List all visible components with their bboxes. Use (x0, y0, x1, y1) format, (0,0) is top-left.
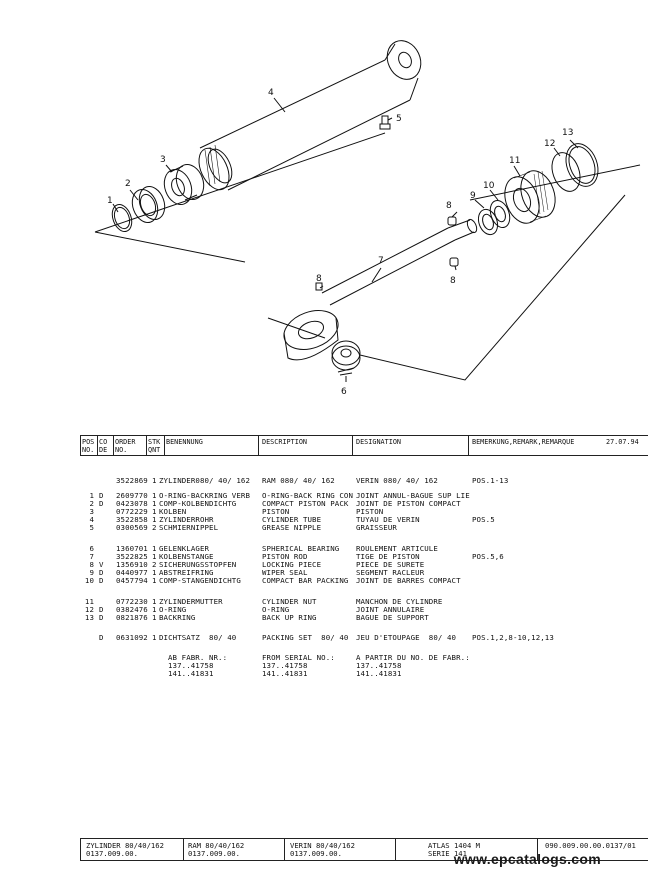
cell-de: DICHTSATZ 80/ 40 (159, 633, 237, 642)
cell-pos: 6 (89, 544, 94, 553)
cell-fr: JOINT ANNULAIRE (356, 605, 425, 614)
callout-4: 4 (268, 88, 274, 98)
cell-en: CYLINDER NUT (262, 597, 317, 606)
cell-de: ABSTREIFRING (159, 568, 214, 577)
header-description: DESCRIPTION (262, 438, 308, 446)
header-benennung: BENENNUNG (166, 438, 203, 446)
cell-order: 0457794 (116, 576, 148, 585)
cell-co: V (99, 560, 104, 569)
cell-remark: POS.5,6 (472, 552, 504, 561)
cell-pos: 7 (89, 552, 94, 561)
cell-pos: 10 (84, 576, 94, 585)
cell-order: 3522825 (116, 552, 148, 561)
serial-en-line2: 141..41831 (262, 669, 308, 678)
cell-pos: 8 (89, 560, 94, 569)
callout-5: 5 (396, 114, 402, 124)
cell-qty: 1 (152, 544, 157, 553)
cell-co: D (99, 499, 104, 508)
cell-qty: 1 (152, 491, 157, 500)
cell-order: 0772230 (116, 597, 148, 606)
callout-6: 6 (341, 387, 347, 397)
cell-en: CYLINDER TUBE (262, 515, 322, 524)
cell-fr: SEGMENT RACLEUR (356, 568, 425, 577)
cell-en: O-RING (262, 605, 290, 614)
cell-remark: POS.1-13 (472, 476, 509, 485)
cell-fr: BAGUE DE SUPPORT (356, 613, 429, 622)
cell-de: COMP-KOLBENDICHTG (159, 499, 237, 508)
callout-13: 13 (562, 128, 574, 138)
callout-11: 11 (509, 156, 521, 166)
cell-en: RAM 080/ 40/ 162 (262, 476, 335, 485)
cell-order: 0300569 (116, 523, 148, 532)
header-qnt: QNT (148, 446, 161, 454)
plane-line-left-bottom (95, 232, 245, 262)
cell-de: KOLBEN (159, 507, 187, 516)
serial-de-label: AB FABR. NR.: (168, 653, 228, 662)
callout-2: 2 (125, 179, 131, 189)
cell-fr: PISTON (356, 507, 384, 516)
footer-en-code: 0137.009.00. (188, 849, 240, 858)
serial-de-line1: 137..41758 (168, 661, 214, 670)
cell-co: D (99, 613, 104, 622)
plane-line-top-left (95, 133, 385, 232)
cell-en: COMPACT BAR PACKING (262, 576, 349, 585)
cell-en: PISTON ROD (262, 552, 308, 561)
serial-fr-line1: 137..41758 (356, 661, 402, 670)
callout-7: 7 (378, 256, 384, 266)
exploded-view-drawing (0, 0, 653, 420)
header-remark: BEMERKUNG,REMARK,REMARQUE (472, 438, 575, 446)
cell-en: PACKING SET 80/ 40 (262, 633, 349, 642)
callout-9: 9 (470, 191, 476, 201)
callout-10: 10 (483, 181, 495, 191)
cell-co: D (99, 605, 104, 614)
cell-fr: TIGE DE PISTON (356, 552, 420, 561)
callout-3: 3 (160, 155, 166, 165)
serial-en-label: FROM SERIAL NO.: (262, 653, 335, 662)
footer-fr-code: 0137.009.00. (290, 849, 342, 858)
cell-en: GREASE NIPPLE (262, 523, 322, 532)
cell-remark: POS.1,2,8-10,12,13 (472, 633, 554, 642)
header-date: 27.07.94 (606, 438, 639, 446)
cell-qty: 1 (152, 507, 157, 516)
callout-8a: 8 (446, 201, 452, 211)
cell-de: ZYLINDERROHR (159, 515, 214, 524)
callout-12: 12 (544, 139, 556, 149)
cell-pos: 5 (89, 523, 94, 532)
callout-1: 1 (107, 196, 113, 206)
callout-8b: 8 (450, 276, 456, 286)
wiper-seal-part-9 (475, 207, 501, 238)
o-ring-part-1 (109, 202, 135, 234)
cell-qty: 2 (152, 523, 157, 532)
cell-pos: 12 (84, 605, 94, 614)
cell-de: SCHMIERNIPPEL (159, 523, 219, 532)
footer-machine: ATLAS 1404 M (428, 841, 480, 850)
footer-fr-title: VERIN 80/40/162 (290, 841, 355, 850)
cell-fr: PIECE DE SURETE (356, 560, 425, 569)
cell-co: D (99, 568, 104, 577)
cell-pos: 11 (84, 597, 94, 606)
callout-8c: 8 (316, 274, 322, 284)
serial-fr-line2: 141..41831 (356, 669, 402, 678)
header-no: NO. (82, 446, 95, 454)
cell-fr: VERIN 080/ 40/ 162 (356, 476, 438, 485)
cell-pos: 4 (89, 515, 94, 524)
cell-fr: GRAISSEUR (356, 523, 397, 532)
header-stk: STK (148, 438, 161, 446)
cell-de: COMP-STANGENDICHTG (159, 576, 241, 585)
cell-pos: 9 (89, 568, 94, 577)
footer-en-title: RAM 80/40/162 (188, 841, 245, 850)
grease-nipple-part-5 (380, 116, 390, 129)
cell-de: ZYLINDERMUTTER (159, 597, 223, 606)
cell-order: 0440977 (116, 568, 148, 577)
cell-qty: 1 (152, 515, 157, 524)
cell-order: 0772229 (116, 507, 148, 516)
serial-fr-label: A PARTIR DU NO. DE FABR.: (356, 653, 470, 662)
cell-de: O-RING-BACKRING VERB (159, 491, 250, 500)
header-co: CO (99, 438, 108, 446)
cell-fr: JOINT DE BARRES COMPACT (356, 576, 461, 585)
cell-en: BACK UP RING (262, 613, 317, 622)
bar-packing-part-10 (487, 198, 513, 230)
cell-order: 1356910 (116, 560, 148, 569)
cell-pos: 2 (89, 499, 94, 508)
piston-pack-part-2 (128, 183, 169, 226)
spherical-bearing-part-6 (332, 341, 360, 375)
cell-fr: JOINT DE PISTON COMPACT (356, 499, 461, 508)
cell-pos: 13 (84, 613, 94, 622)
cell-qty: 1 (152, 597, 157, 606)
cell-qty: 1 (152, 476, 157, 485)
cell-fr: ROULEMENT ARTICULE (356, 544, 438, 553)
cell-order: 3522869 (116, 476, 148, 485)
serial-de-line2: 141..41831 (168, 669, 214, 678)
cell-en: COMPACT PISTON PACK (262, 499, 349, 508)
cell-en: SPHERICAL BEARING (262, 544, 340, 553)
cell-order: 0382476 (116, 605, 148, 614)
cylinder-nut-part-11 (499, 166, 561, 228)
cell-fr: MANCHON DE CYLINDRE (356, 597, 443, 606)
cell-en: PISTON (262, 507, 290, 516)
cell-qty: 1 (152, 576, 157, 585)
cell-qty: 1 (152, 613, 157, 622)
piston-rod-part-7 (279, 218, 479, 360)
cell-order: 2609770 (116, 491, 148, 500)
cell-co: D (99, 633, 104, 642)
cell-de: O-RING (159, 605, 187, 614)
cell-order: 0821876 (116, 613, 148, 622)
footer-de-title: ZYLINDER 80/40/162 (86, 841, 164, 850)
cell-pos: 1 (89, 491, 94, 500)
cell-en: WIPER SEAL (262, 568, 308, 577)
header-de: DE (99, 446, 108, 454)
cell-qty: 1 (152, 499, 157, 508)
cell-de: SICHERUNGSSTOPFEN (159, 560, 237, 569)
cell-order: 1360701 (116, 544, 148, 553)
cell-remark: POS.5 (472, 515, 495, 524)
header-designation: DESIGNATION (356, 438, 402, 446)
header-order: ORDER (115, 438, 136, 446)
cell-de: GELENKLAGER (159, 544, 210, 553)
footer-doc-number: 090.009.00.00.0137/01 (545, 841, 636, 850)
cell-qty: 1 (152, 633, 157, 642)
cell-qty: 2 (152, 560, 157, 569)
header-pos: POS (82, 438, 95, 446)
cell-de: ZYLINDER080/ 40/ 162 (159, 476, 250, 485)
cell-qty: 1 (152, 605, 157, 614)
serial-en-line1: 137..41758 (262, 661, 308, 670)
watermark-text: www.epcatalogs.com (453, 851, 601, 867)
cell-fr: JOINT ANNUL-BAGUE SUP LIE (356, 491, 470, 500)
footer-series: SERIE 141 (428, 849, 467, 858)
cell-de: BACKRING (159, 613, 196, 622)
cell-fr: JEU D'ETOUPAGE 80/ 40 (356, 633, 457, 642)
cell-order: 0423078 (116, 499, 148, 508)
cell-qty: 1 (152, 568, 157, 577)
cell-en: O-RING-BACK RING CON (262, 491, 353, 500)
cell-co: D (99, 491, 104, 500)
cell-pos: 3 (89, 507, 94, 516)
cell-fr: TUYAU DE VERIN (356, 515, 420, 524)
header-order-no: NO. (115, 446, 128, 454)
cell-qty: 1 (152, 552, 157, 561)
cell-order: 3522858 (116, 515, 148, 524)
cylinder-tube-part-4 (193, 35, 427, 194)
cell-co: D (99, 576, 104, 585)
cell-order: 0631092 (116, 633, 148, 642)
footer-de-code: 0137.009.00. (86, 849, 138, 858)
cell-de: KOLBENSTANGE (159, 552, 214, 561)
cell-en: LOCKING PIECE (262, 560, 322, 569)
